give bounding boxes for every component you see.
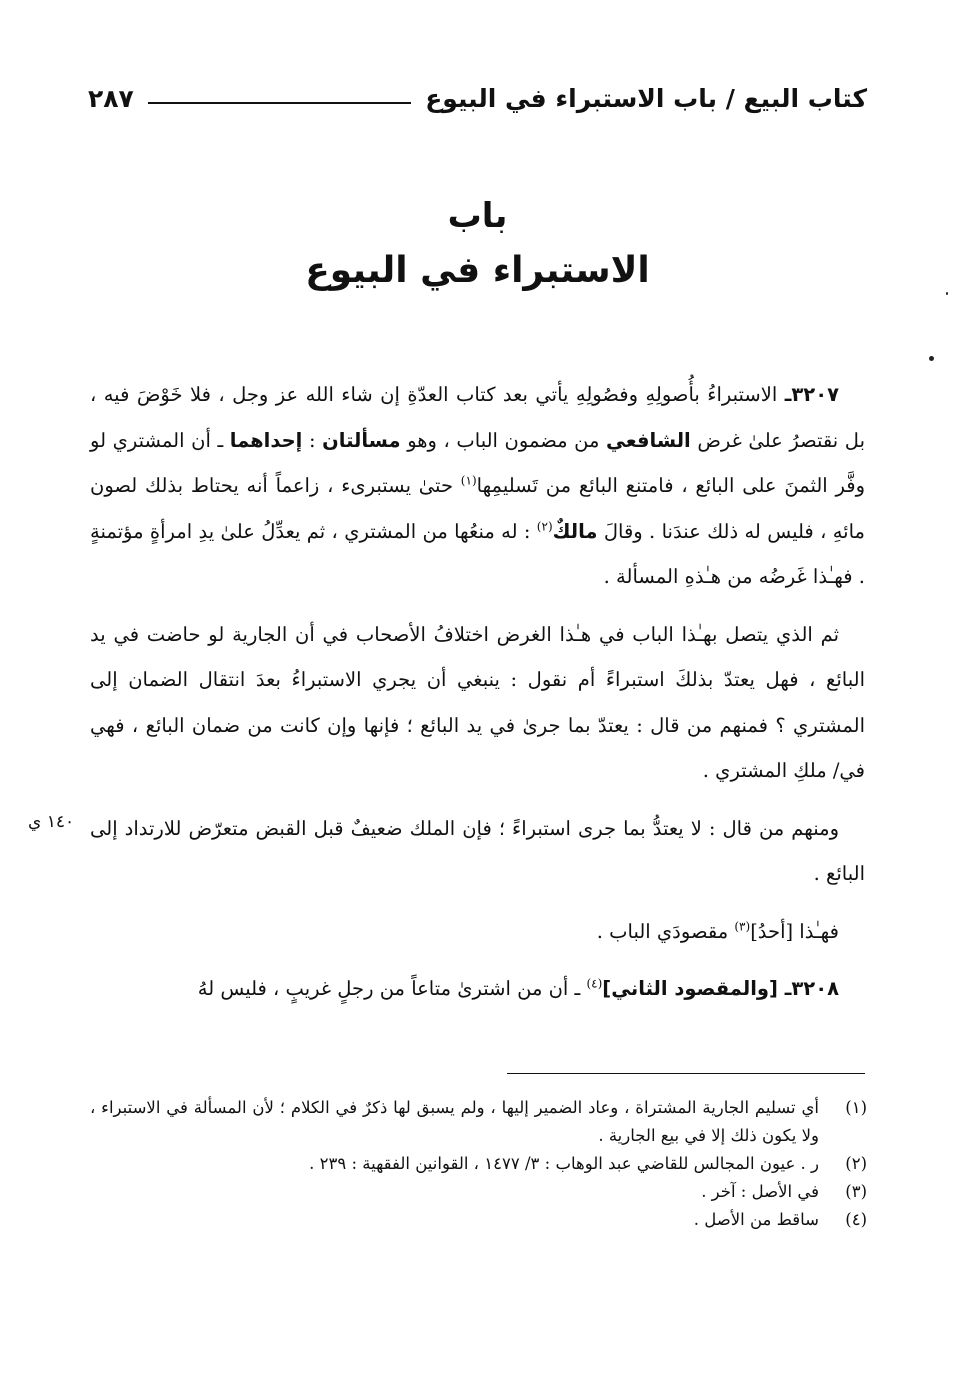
footnote-ref-4[interactable]: (٤) [586, 976, 603, 991]
footnote-text: ر . عيون المجالس للقاضي عبد الوهاب : ٣/ ١٤٧٧ ، القوانين الفقهية : ٢٣٩ . [309, 1154, 819, 1173]
footnote-text: في الأصل : آخر . [701, 1182, 819, 1201]
text-segment: : [302, 428, 323, 452]
running-head-rule [148, 102, 411, 104]
text-segment: الاستبراءُ بأُصولِهِ وفصُولِهِ يأتي بعد كتاب العدّةِ إن شاء الله عز وجل ، فلا خَوْضَ فيه ، بل نقتصرُ علىٰ غرض [90, 383, 865, 452]
footnote-ref-2[interactable]: (٢) [536, 519, 553, 533]
footnote-item [90, 1206, 867, 1234]
scan-speck [929, 356, 934, 361]
footnote-number: (١) [845, 1098, 867, 1117]
footnote-separator [507, 1073, 865, 1074]
running-head [88, 78, 867, 118]
text-segment: مقصودَي الباب . [596, 919, 735, 943]
scan-speck [946, 292, 948, 295]
text-segment: فهـٰذا [أحدُ] [750, 919, 839, 943]
name-shafii: الشافعي [606, 428, 691, 452]
text-segment: ـ أن من اشترىٰ متاعاً من رجلٍ غريبٍ ، فليس لهُ [197, 977, 587, 1000]
name-malik: مالكٌ [552, 519, 598, 543]
footnote-number: (٣) [845, 1182, 867, 1201]
footnote-text: ساقط من الأصل . [693, 1210, 819, 1229]
footnote-number: (٢) [845, 1154, 867, 1173]
margin-folio-note: ١٤٠ ي [28, 812, 75, 832]
term-ihdahuma: إحداهما [229, 428, 303, 452]
paragraph-4 [90, 909, 865, 955]
footnotes [90, 1094, 867, 1234]
footnote-ref-1[interactable]: (١) [460, 473, 477, 488]
footnote-item [90, 1150, 867, 1178]
chapter-label: باب [447, 196, 508, 236]
bracket-heading: [والمقصود الثاني] [602, 977, 785, 1000]
body-text [90, 372, 865, 1024]
footnote-text: أي تسليم الجارية المشتراة ، وعاد الضمير إليها ، ولم يسبق لها ذكرٌ في الكلام ؛ لأن المسألة في الاستبراء ، ولا يكون ذلك إلا في بيع الجارية . [90, 1098, 819, 1145]
paragraph-3207 [90, 372, 865, 600]
term-masalatan: مسألتان [322, 428, 401, 452]
text-segment: حتىٰ يستبرىء ، زاعماً أنه يحتاط بذلك لصون مائهِ ، فليس له ذلك عندَنا . وقالَ [90, 474, 865, 543]
text-segment: ـ أن المشتري لو وفَّر الثمنَ على البائع ، فامتنع البائع من تَسليمِها [90, 428, 865, 497]
text-segment: : له منعُها من المشتري ، ثم يعدِّلُ علىٰ يدِ امرأةٍ مؤتمنةٍ . فهـٰذا غَرضُه من هـٰذهِ المسألة . [90, 519, 865, 588]
text-segment: من مضمون الباب ، وهو [400, 428, 607, 452]
issue-number: ٣٢٠٨ـ [784, 977, 839, 1000]
paragraph-3208 [90, 966, 865, 1012]
paragraph-2: ثم الذي يتصل بهـٰذا الباب في هـٰذا الغرض اختلافُ الأصحاب في أن الجارية لو حاضت في يد البائع ، فهل يعتدّ بذلكَ استبراءً أم نقول : ينبغي أن يجري الاستبراءُ بعدَ انتقال الضمان إلى المشتري ؟ فمنهم من قال : يعتدّ بما جرىٰ في يد البائع ؛ فإنها وإن كانت من ضمان البائع ، فهي في/ ملكِ المشتري . [90, 622, 865, 782]
footnote-item [90, 1094, 867, 1150]
footnote-item [90, 1178, 867, 1206]
page-number: ٢٨٧ [88, 83, 134, 113]
footnote-ref-3[interactable]: (٣) [734, 919, 751, 933]
chapter-title: الاستبراء في البيوع [305, 250, 650, 291]
issue-number: ٣٢٠٧ـ [784, 383, 839, 406]
paragraph-3: ومنهم من قال : لا يعتدُّ بما جرى استبراءً ؛ فإن الملك ضعيفٌ قبل القبض متعرّض للارتداد إلى البائع . [90, 816, 865, 885]
running-head-title: كتاب البيع / باب الاستبراء في البيوع [425, 83, 867, 113]
footnote-number: (٤) [845, 1210, 867, 1229]
